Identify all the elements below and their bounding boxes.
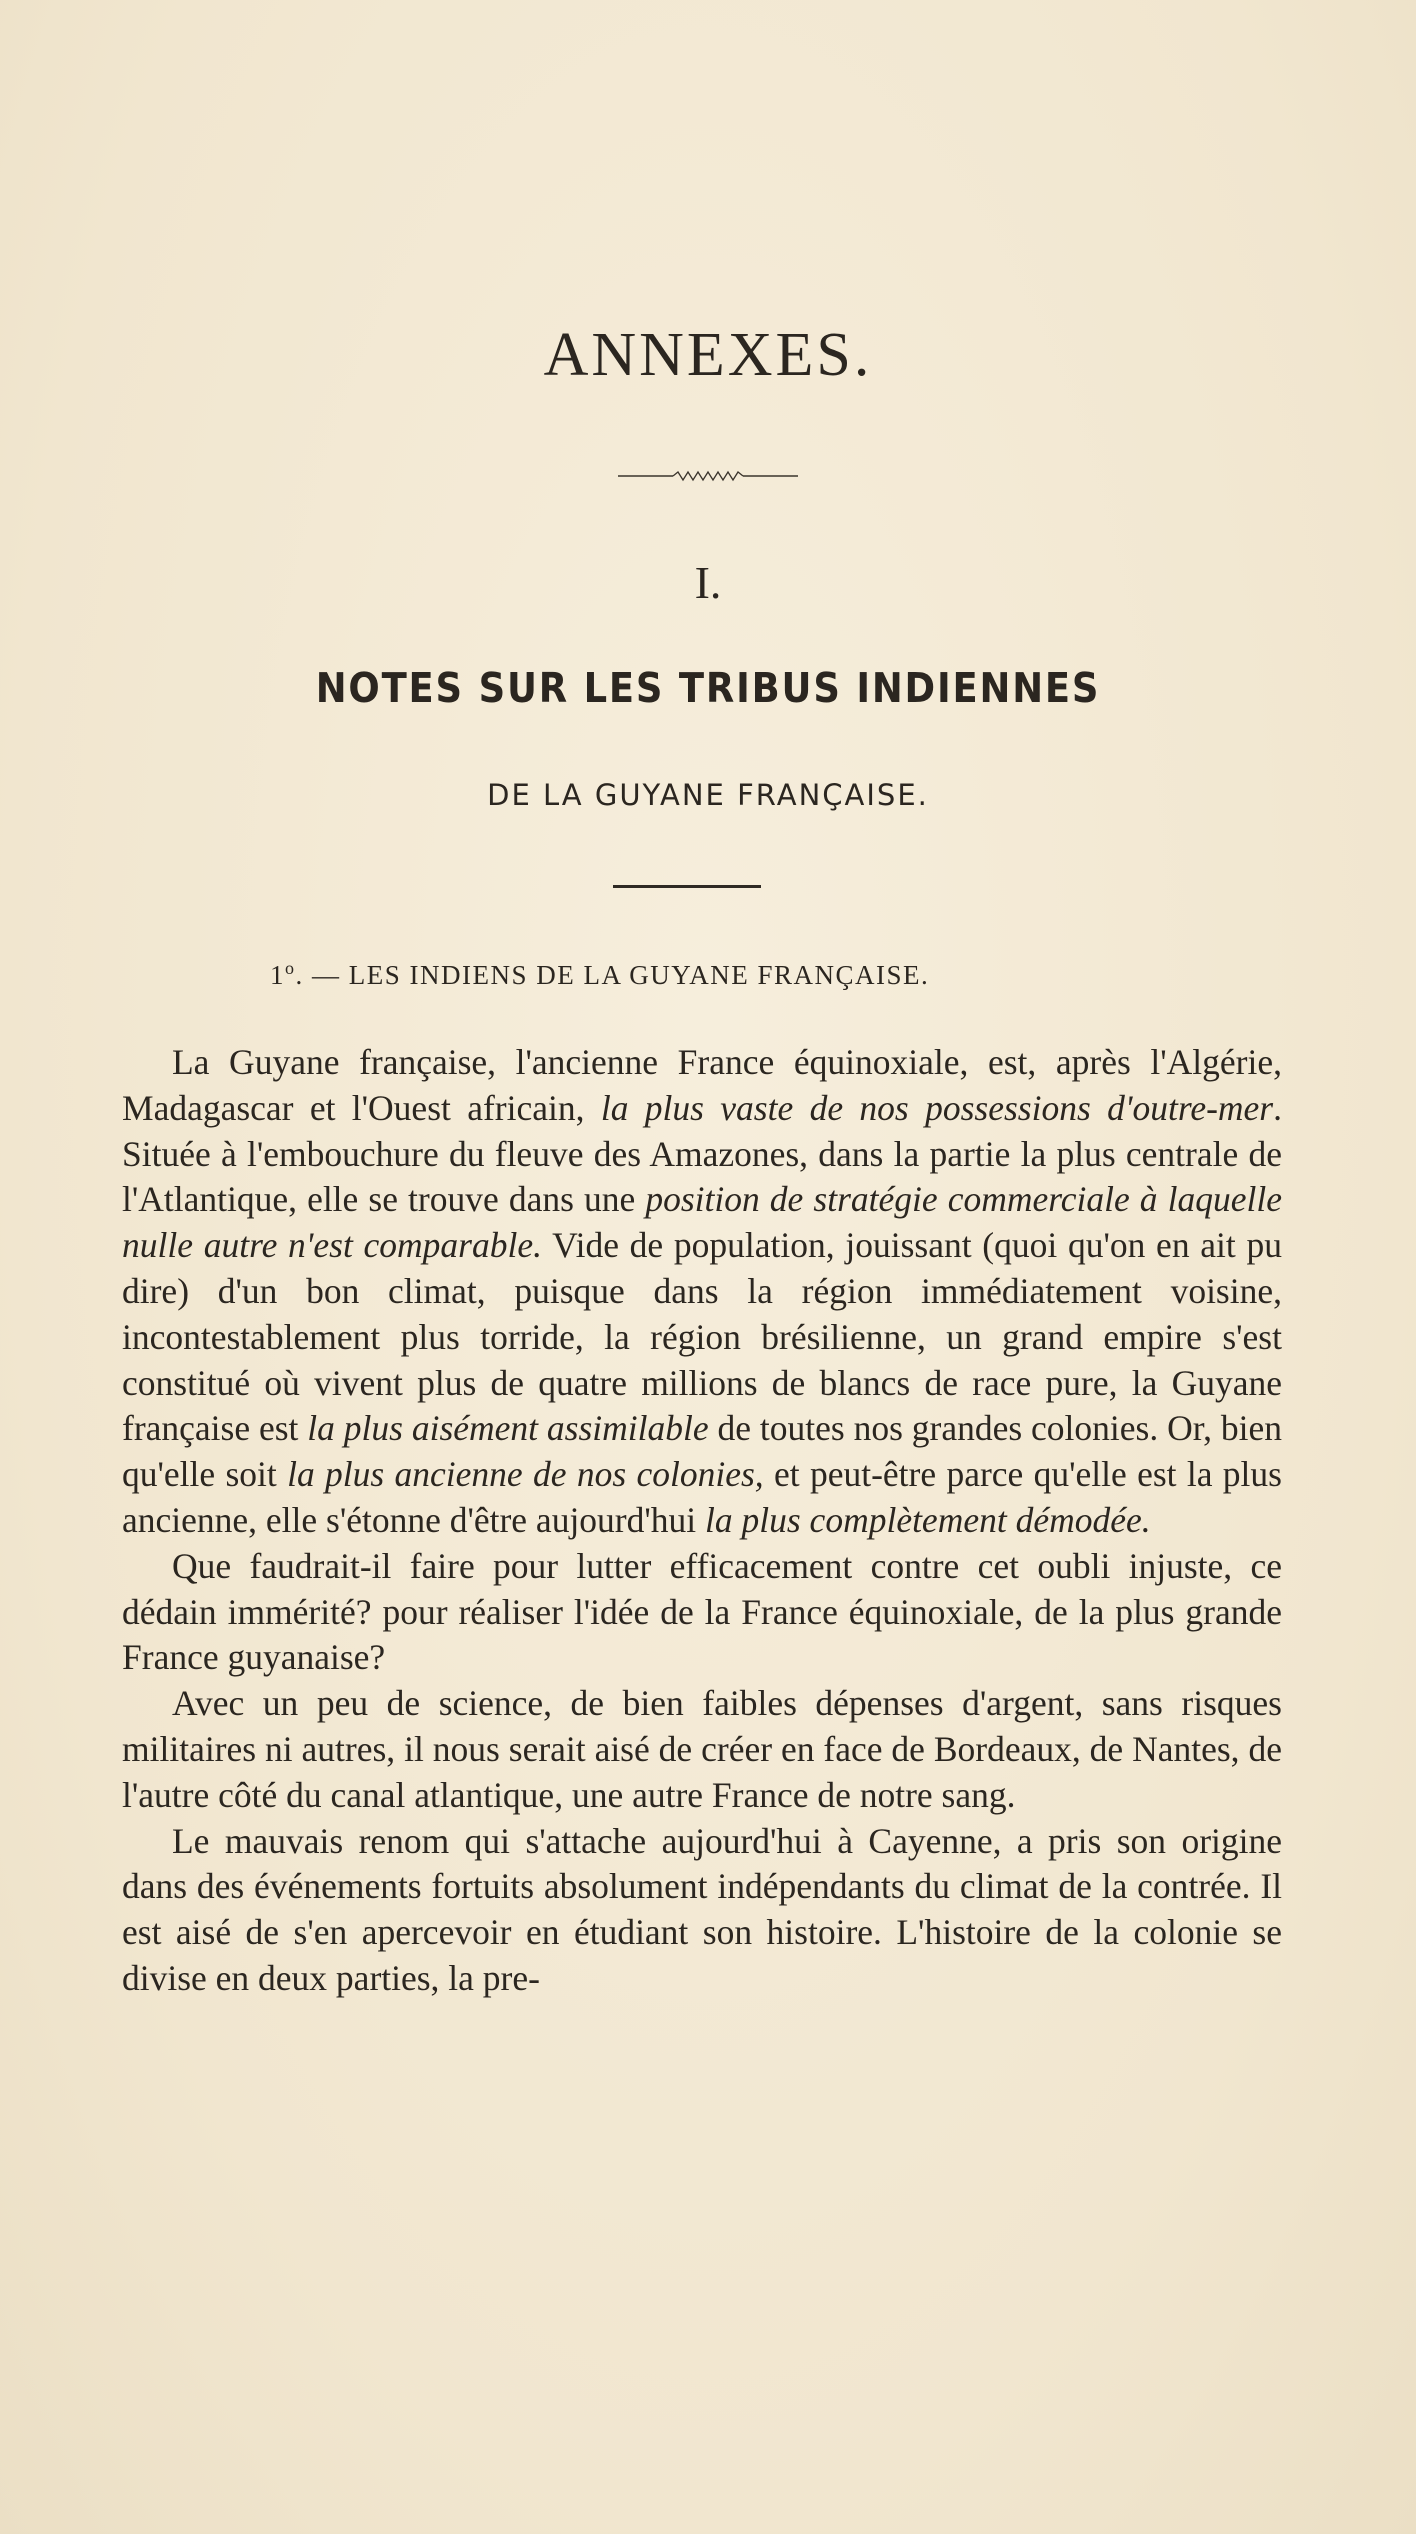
italic-span: position de stratégie commerciale à laquelle nulle autre n'est comparable. [122,1179,1282,1266]
text-span: de toutes nos grandes colonies. Or, bien qu'elle soit [122,1408,1282,1495]
italic-span: la plus vaste de nos possessions d'outre-mer [600,1087,1274,1128]
body-text [122,1040,1282,2002]
paragraph-3: Avec un peu de science, de bien faibles dépenses d'argent, sans risques militaires ni autres, il nous serait aisé de créer en face de Bordeaux, de Nantes, de l'autre côté du canal atlantique, une autre France de notre sang. [122,1683,1282,1815]
italic-span: la plus complètement démodée. [705,1499,1151,1540]
italic-span: la plus ancienne de nos colonies, [287,1454,764,1495]
page-title: ANNEXES. [543,321,873,389]
chapter-title: . — LES INDIENS DE LA GUYANE FRANÇAISE. [295,960,930,990]
text-span: et peut-être parce qu'elle est la plus ancienne, elle s'étonne d'être aujourd'hui [122,1454,1282,1540]
sub-heading: DE LA GUYANE FRANÇAISE. [487,778,929,812]
paragraph-2: Que faudrait-il faire pour lutter efficacement contre cet oubli injuste, ce dédain immérité? pour réaliser l'idée de la France équinoxiale, de la plus grande France guyanaise? [122,1545,1282,1678]
heading-rule [613,885,761,888]
italic-span: la plus aisément assimilable [307,1408,709,1449]
main-heading: NOTES SUR LES TRIBUS INDIENNES [315,664,1101,712]
paragraph-1 [122,1040,1282,1544]
chapter-degree: o [285,958,296,978]
decorative-ornament [0,470,1416,482]
text-span: La Guyane française, l'ancienne France équinoxiale, est, après l'Algérie, Madagascar et l'Ouest africain, [122,1042,1282,1128]
chapter-number: 1 [270,960,285,990]
text-span: . Située à l'embouchure du fleuve des Amazones, dans la partie la plus centrale de l'Atlantique, elle se trouve dans une [122,1087,1282,1220]
chapter-heading [270,958,929,991]
text-span: Vide de population, jouissant (quoi qu'on en ait pu dire) d'un bon climat, puisque dans la région immédiatement voisine, incontestablement plus torride, la région brésilienne, un grand empire s'est constitué où vivent plus de quatre millions de blancs de race pure, la Guyane française est [122,1225,1282,1449]
paragraph-4: Le mauvais renom qui s'attache aujourd'hui à Cayenne, a pris son origine dans des événements fortuits absolument indépendants du climat de la contrée. Il est aisé de s'en apercevoir en étudiant son histoire. L'histoire de la colonie se divise en deux parties, la pre- [122,1820,1282,1998]
section-number: I. [694,557,722,608]
